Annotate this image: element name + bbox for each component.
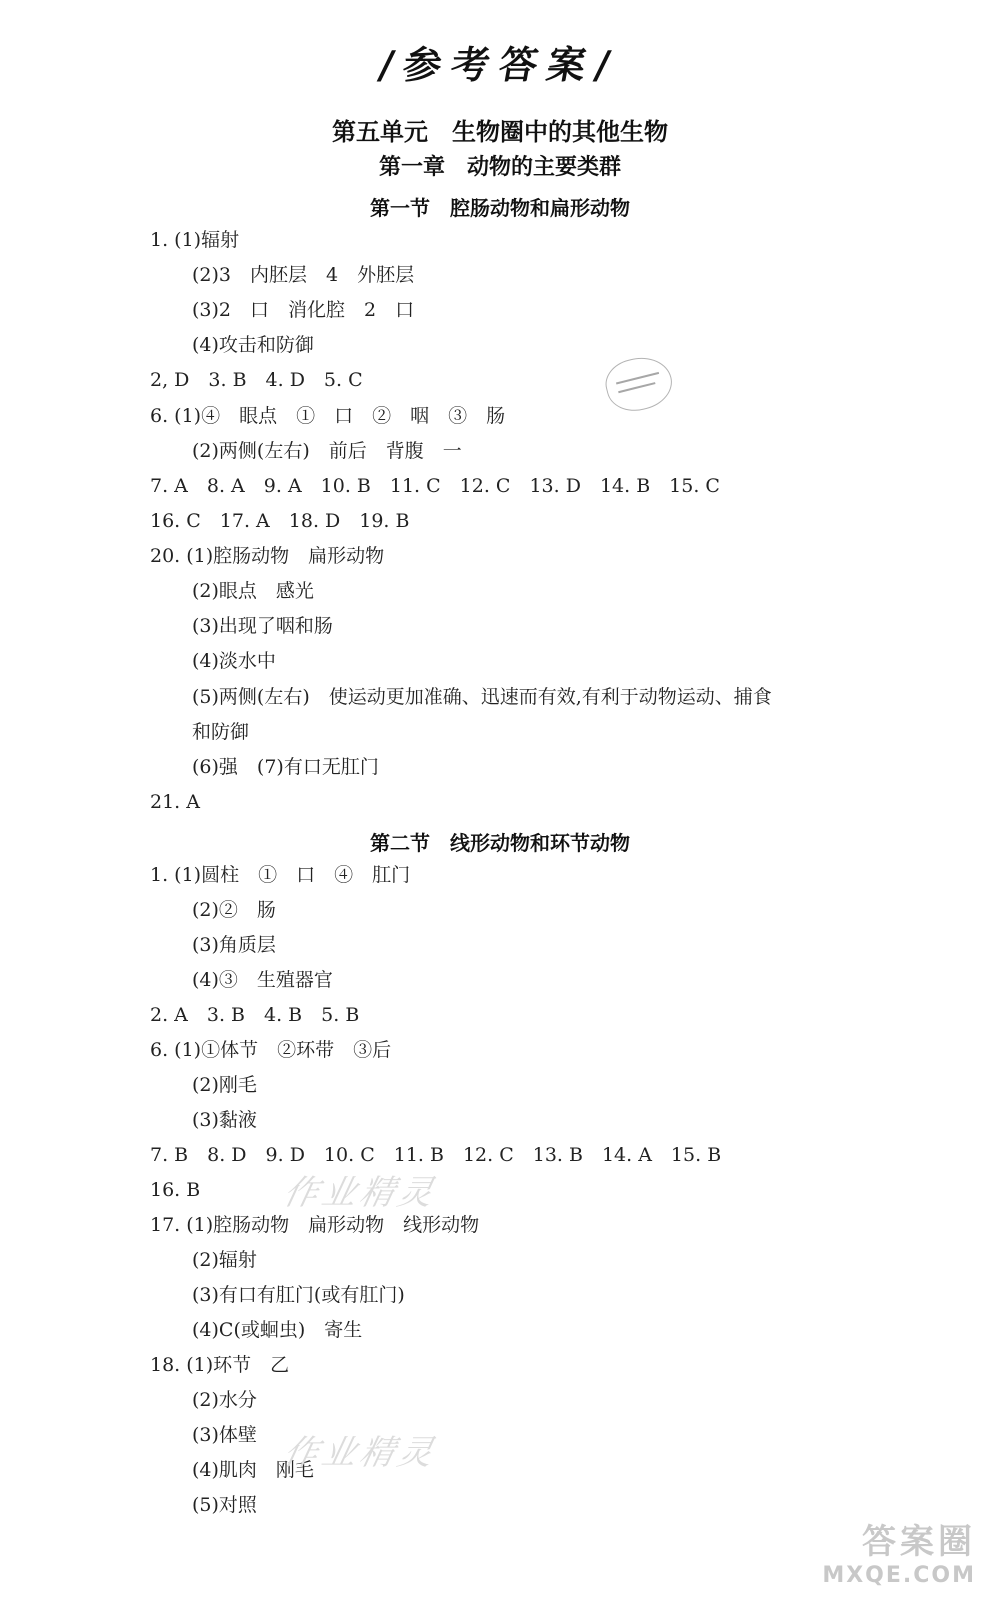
watermark-text: 作业精灵 [280, 1433, 441, 1473]
answer-line: 2. A 3. B 4. B 5. B [150, 1004, 360, 1026]
site-logo [822, 1514, 976, 1588]
answer-line: 6. (1)①体节 ②环带 ③后 [150, 1039, 392, 1061]
answer-line: 16. C 17. A 18. D 19. B [150, 510, 410, 532]
answer-line: (3)体壁 [192, 1424, 257, 1446]
answer-line: (3)2 口 消化腔 2 口 [192, 299, 415, 321]
watermark-text: 作业精灵 [280, 1173, 441, 1213]
answer-line: (3)出现了咽和肠 [192, 615, 333, 637]
stamp-watermark [601, 351, 678, 417]
answer-line: (4)淡水中 [192, 650, 276, 672]
answer-line: (3)黏液 [192, 1109, 257, 1131]
answer-line: 17. (1)腔肠动物 扁形动物 线形动物 [150, 1214, 480, 1236]
answer-line: 6. (1)④ 眼点 ① 口 ② 咽 ③ 肠 [150, 405, 506, 427]
chapter-title: 第一章 动物的主要类群 [378, 155, 621, 180]
unit-title: 第五单元 生物圈中的其他生物 [332, 118, 668, 146]
answer-line: (2)水分 [192, 1389, 257, 1411]
answer-line: (2)3 内胚层 4 外胚层 [192, 264, 415, 286]
answer-line: 和防御 [192, 721, 250, 743]
answer-line: 2, D 3. B 4. D 5. C [150, 369, 363, 391]
answer-line: 1. (1)圆柱 ① 口 ④ 肛门 [150, 864, 411, 886]
answer-line: (2)辐射 [192, 1249, 257, 1271]
answer-line: (6)强 (7)有口无肛门 [192, 756, 379, 778]
answer-line: (3)角质层 [192, 934, 276, 956]
answer-line: (2)② 肠 [192, 899, 276, 921]
site-logo-name: 答案圈 [862, 1522, 976, 1562]
answer-line: 7. B 8. D 9. D 10. C 11. B 12. C 13. B 14. A 15. B [150, 1144, 722, 1166]
answer-line: (3)有口有肛门(或有肛门) [192, 1284, 405, 1306]
answer-line: 7. A 8. A 9. A 10. B 11. C 12. C 13. D 14. B 15. C [150, 475, 720, 497]
answer-line: (2)两侧(左右) 前后 背腹 一 [192, 440, 462, 462]
section-title-2: 第二节 线形动物和环节动物 [370, 831, 630, 855]
answer-line: (5)对照 [192, 1494, 257, 1516]
answer-line: (2)刚毛 [192, 1074, 257, 1096]
answer-line: (2)眼点 感光 [192, 580, 314, 602]
answer-line: 21. A [150, 791, 200, 813]
answer-line: 16. B [150, 1179, 201, 1201]
site-logo-domain: MXQE.COM [822, 1563, 976, 1588]
answer-line: (4)C(或蛔虫) 寄生 [192, 1319, 363, 1341]
answer-key-banner: /参考答案/ [375, 43, 624, 87]
answer-line: (4)③ 生殖器官 [192, 969, 333, 991]
section-title-1: 第一节 腔肠动物和扁形动物 [370, 196, 630, 220]
answer-line: 20. (1)腔肠动物 扁形动物 [150, 545, 385, 567]
answer-line: (4)攻击和防御 [192, 334, 314, 356]
answer-line: (5)两侧(左右) 使运动更加准确、迅速而有效,有利于动物运动、捕食 [192, 686, 772, 708]
answer-line: (4)肌肉 刚毛 [192, 1459, 314, 1481]
answer-line: 1. (1)辐射 [150, 229, 240, 251]
answer-line: 18. (1)环节 乙 [150, 1354, 290, 1376]
